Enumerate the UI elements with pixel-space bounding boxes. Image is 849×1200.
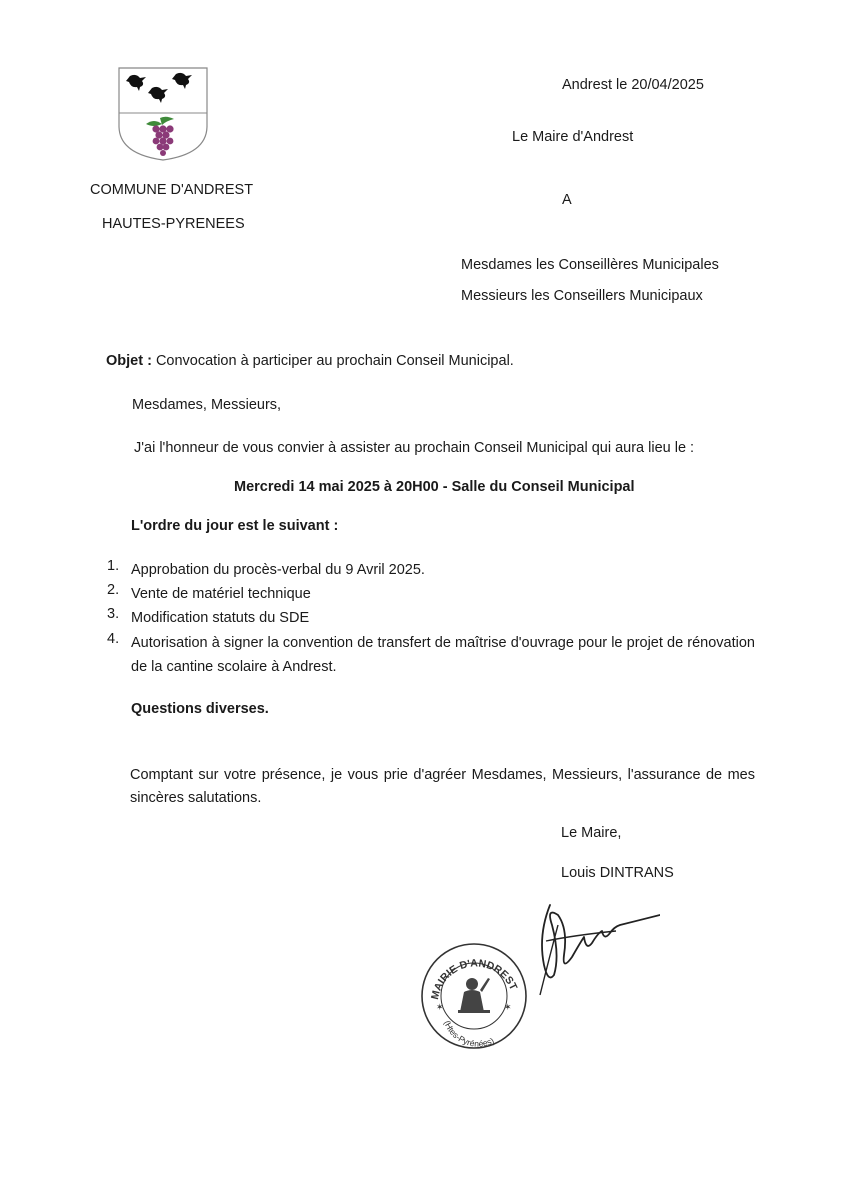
place-date: Andrest le 20/04/2025 [562,77,704,93]
subject-text: Convocation à participer au prochain Conseil Municipal. [151,353,514,369]
recipient-line-1: Mesdames les Conseillères Municipales [461,257,719,273]
list-number: 4. [107,631,120,647]
closing-paragraph: Comptant sur votre présence, je vous prie d'agréer Mesdames, Messieurs, l'assurance de mes sincères salutations. [130,767,755,806]
list-number: 3. [107,606,120,622]
svg-text:✶: ✶ [504,1002,512,1012]
list-number: 1. [107,558,120,574]
commune-name: COMMUNE D'ANDREST [90,182,254,198]
questions-diverses: Questions diverses. [131,701,269,717]
svg-text:(Htes-Pyrénées) [442,1019,496,1049]
meeting-line: Mercredi 14 mai 2025 à 20H00 - Salle du Conseil Municipal [234,479,635,495]
list-number: 2. [107,582,120,598]
stamp-top-text: MAIRIE D'ANDREST [428,957,520,1001]
signer-name: Louis DINTRANS [561,865,674,881]
coat-of-arms-logo [116,66,210,162]
list-text: Autorisation à signer la convention de transfert de maîtrise d'ouvrage pour le projet de rénovation de la cantine scolaire à Andrest. [131,635,755,675]
svg-text:✶: ✶ [436,1002,444,1012]
sender-line: Le Maire d'Andrest [512,129,634,145]
department-name: HAUTES-PYRENEES [102,216,245,232]
agenda-heading: L'ordre du jour est le suivant : [131,518,339,534]
subject-line [106,353,514,369]
subject-label: Objet : [106,353,152,369]
salutation: Mesdames, Messieurs, [132,397,282,413]
list-text: Modification statuts du SDE [131,610,310,626]
intro-paragraph: J'ai l'honneur de vous convier à assister au prochain Conseil Municipal qui aura lieu le : [134,440,695,456]
stamp-bottom-text: (Htes-Pyrénées) [442,1019,496,1049]
recipient-marker: A [562,192,572,208]
signer-title: Le Maire, [561,825,622,841]
list-text: Vente de matériel technique [131,586,311,602]
list-text: Approbation du procès-verbal du 9 Avril 2025. [131,562,425,578]
handwritten-signature [510,895,660,1005]
recipient-line-2: Messieurs les Conseillers Municipaux [461,288,703,304]
